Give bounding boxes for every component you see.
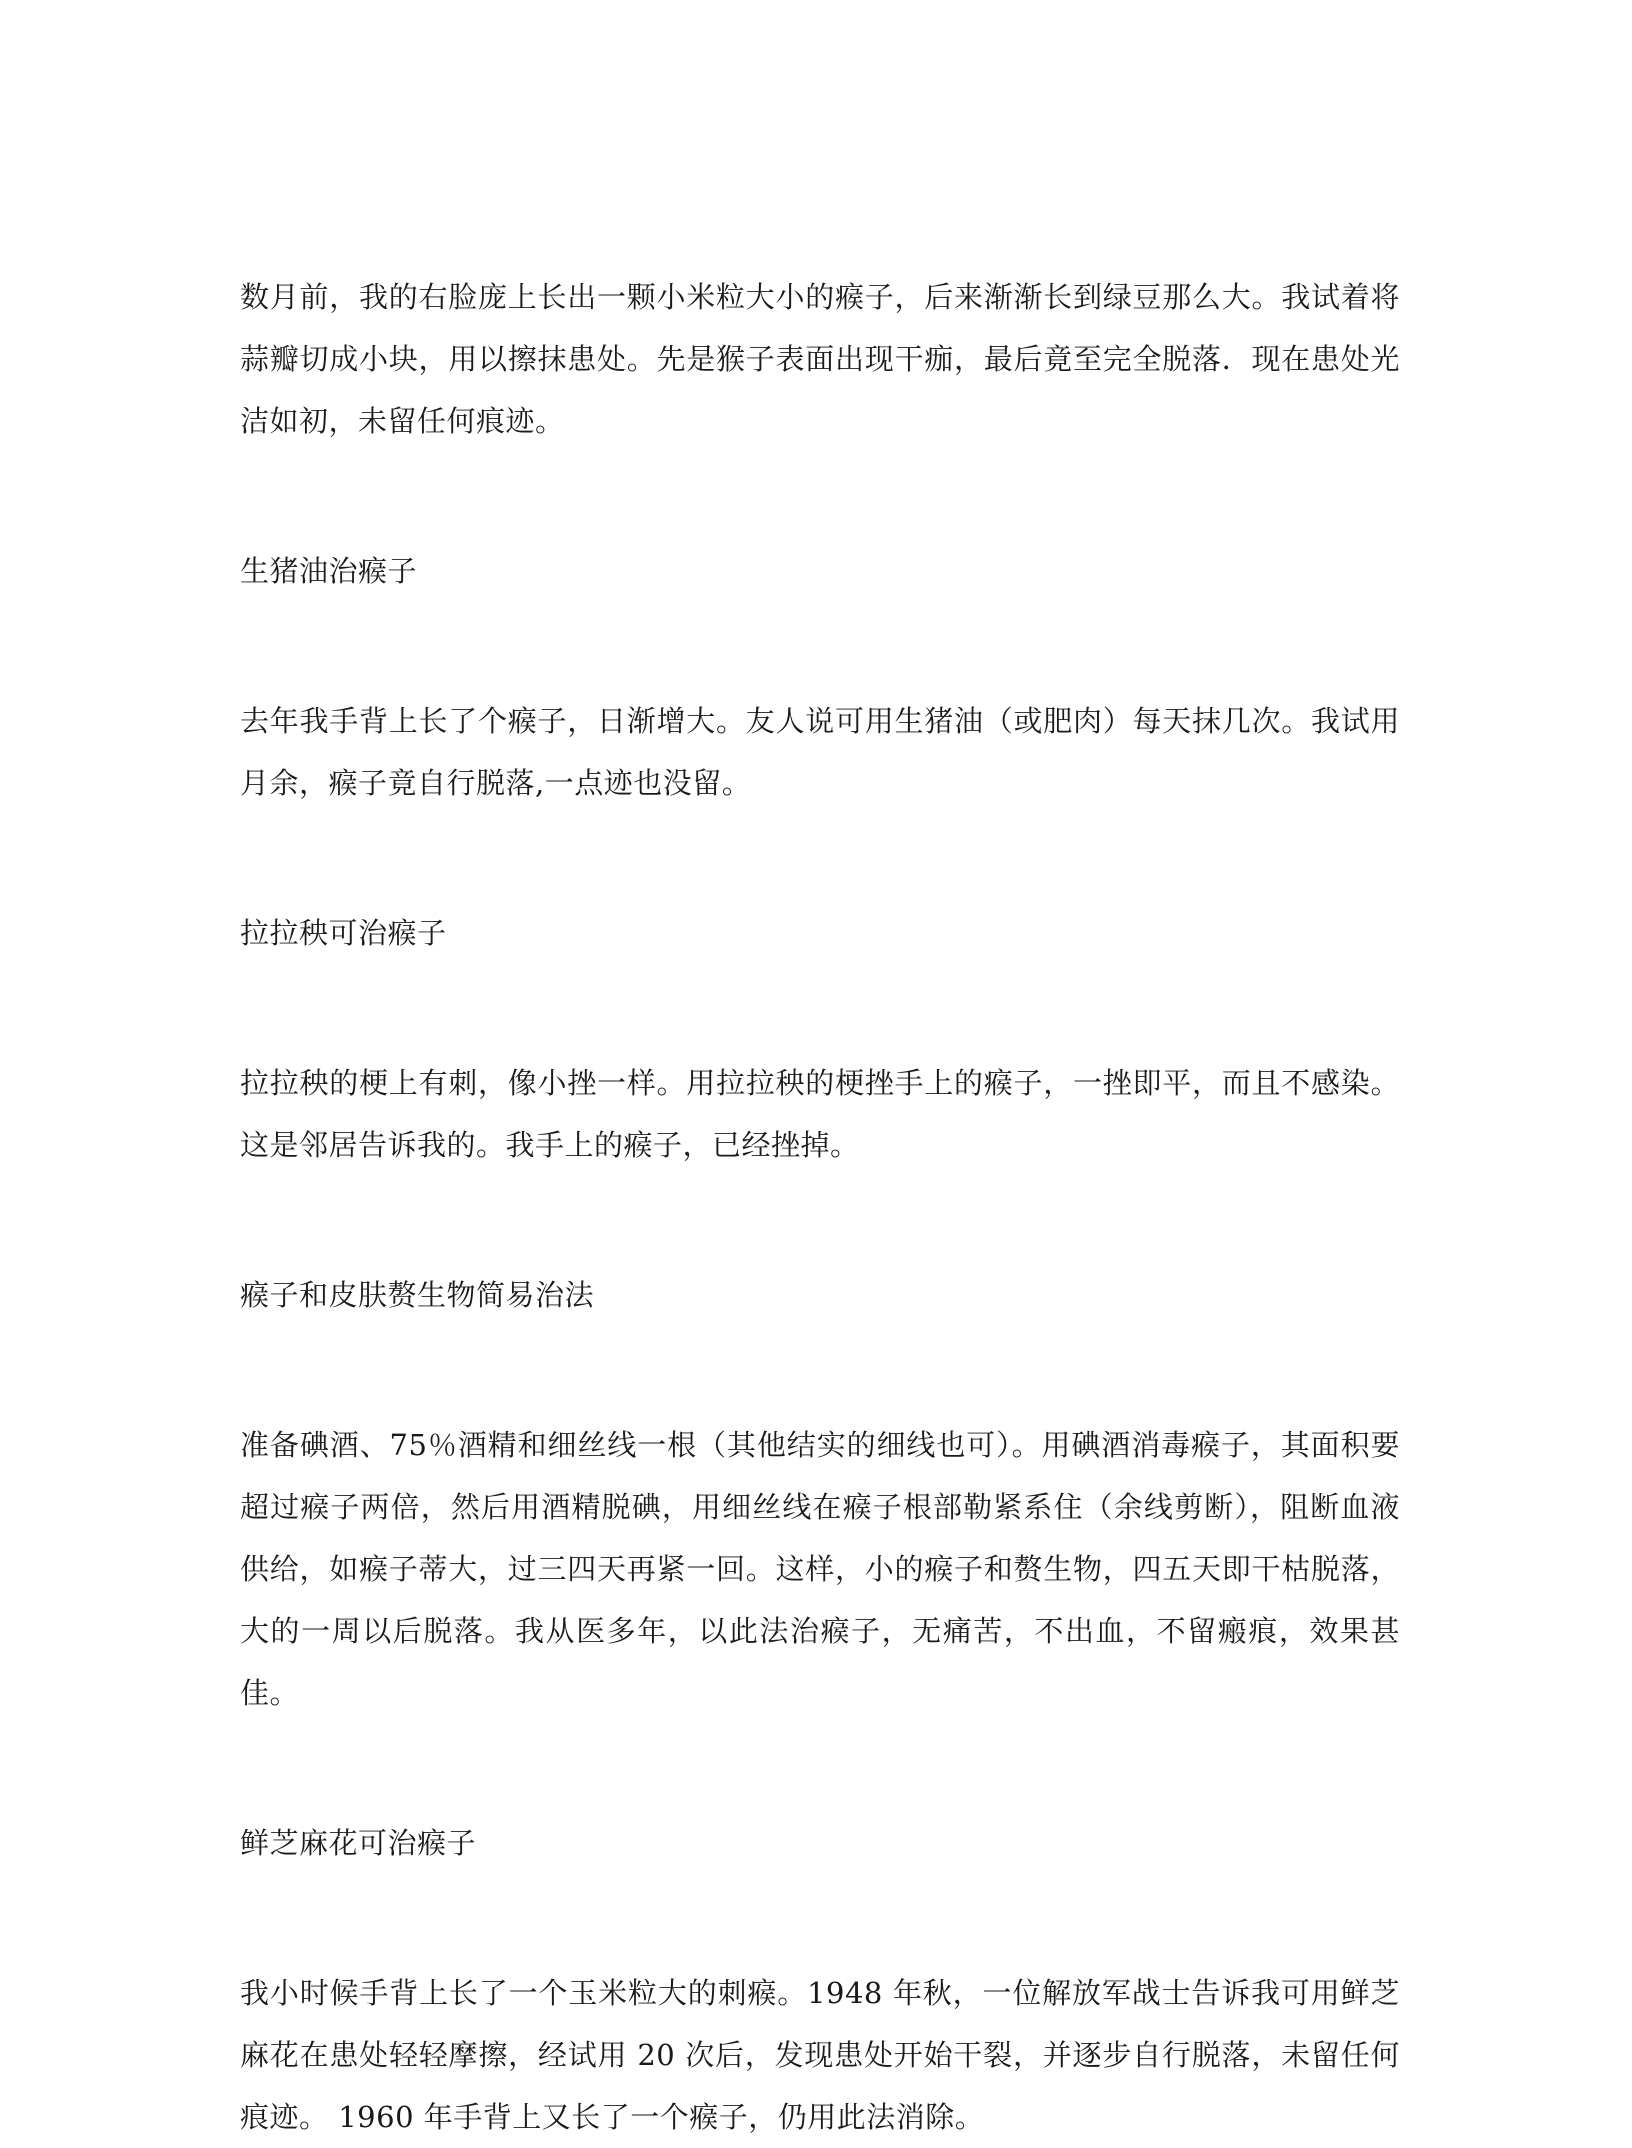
paragraph-gap (240, 602, 1400, 690)
document-body (240, 266, 1400, 2148)
paragraph-gap (240, 964, 1400, 1052)
paragraph-ligation-method: 准备碘酒、75％酒精和细丝线一根（其他结实的细线也可）。用碘酒消毒瘊子，其面积要超过瘊子两倍，然后用酒精脱碘，用细丝线在瘊子根部勒紧系住（余线剪断），阻断血液供给，如瘊子蒂大，过三四天再紧一回。这样，小的瘊子和赘生物，四五天即干枯脱落，大的一周以后脱落。我从医多年，以此法治瘊子，无痛苦，不出血，不留瘢痕，效果甚佳。 (240, 1428, 1400, 1710)
paragraph-gap (240, 1874, 1400, 1962)
heading-ligation-method: 瘊子和皮肤赘生物简易治法 (240, 1278, 595, 1312)
paragraph-raw-lard: 去年我手背上长了个瘊子，日渐增大。友人说可用生猪油（或肥肉）每天抹几次。我试用月余，瘊子竟自行脱落,一点迹也没留。 (240, 704, 1400, 800)
paragraph-humulus: 拉拉秧的梗上有刺，像小挫一样。用拉拉秧的梗挫手上的瘊子，一挫即平，而且不感染。这是邻居告诉我的。我手上的瘊子，已经挫掉。 (240, 1066, 1400, 1162)
paragraph-gap (240, 1326, 1400, 1414)
paragraph-sesame-flower: 我小时候手背上长了一个玉米粒大的刺瘊。1948 年秋，一位解放军战士告诉我可用鲜芝麻花在患处轻轻摩擦，经试用 20 次后，发现患处开始干裂，并逐步自行脱落，未留任何痕迹。 1960 年手背上又长了一个瘊子，仍用此法消除。 (240, 1976, 1400, 2134)
heading-humulus: 拉拉秧可治瘊子 (240, 916, 447, 950)
heading-sesame-flower: 鲜芝麻花可治瘊子 (240, 1826, 477, 1860)
paragraph-gap (240, 814, 1400, 902)
paragraph-gap (240, 1176, 1400, 1264)
heading-raw-lard: 生猪油治瘊子 (240, 554, 418, 588)
paragraph-gap (240, 1724, 1400, 1812)
paragraph-gap (240, 452, 1400, 540)
paragraph-garlic: 数月前，我的右脸庞上长出一颗小米粒大小的瘊子，后来渐渐长到绿豆那么大。我试着将蒜瓣切成小块，用以擦抹患处。先是猴子表面出现干痂，最后竟至完全脱落．现在患处光洁如初，未留任何痕迹。 (240, 280, 1400, 438)
